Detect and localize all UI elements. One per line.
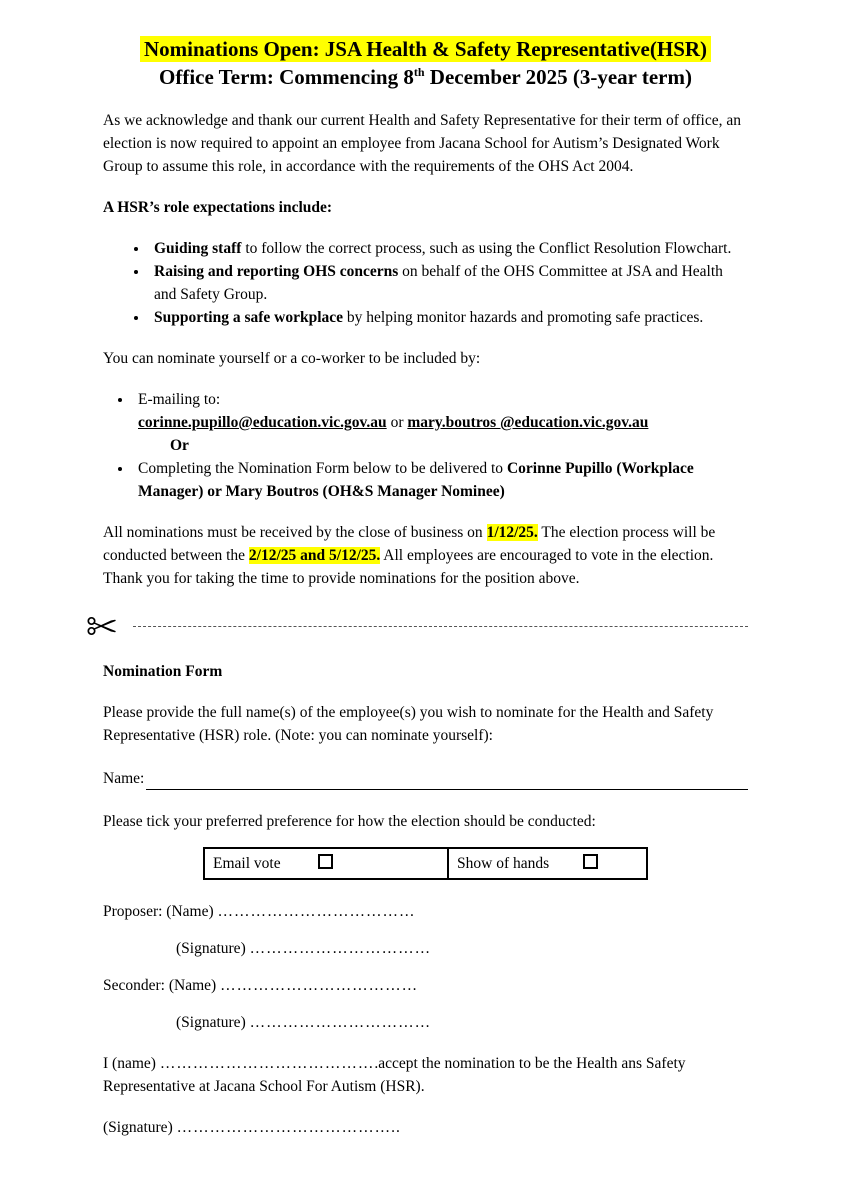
document-title xyxy=(103,36,748,63)
election-date-range: 2/12/25 and 5/12/25. xyxy=(248,547,381,564)
acceptance-statement xyxy=(103,1052,748,1098)
intro-paragraph: As we acknowledge and thank our current Health and Safety Representative for their term of office, an election is now required to appoint an employee from Jacana School for Autism’s Designated Work Group to assume this role, in accordance with the requirements of the OHS Act 2004. xyxy=(103,112,741,175)
role-expectations-list xyxy=(103,237,748,329)
cut-here-divider xyxy=(87,616,748,636)
acceptance-name-field[interactable]: ………………………………… xyxy=(159,1055,375,1072)
subtitle-post: December 2025 (3-year term) xyxy=(424,65,692,89)
nominate-methods-list xyxy=(103,388,748,503)
role-bullet-raising-concerns xyxy=(149,260,748,306)
role-bullet-bold-text: Guiding staff xyxy=(154,240,242,257)
vote-preference-table xyxy=(203,847,648,880)
email-vote-cell xyxy=(204,848,448,879)
email-label: E-mailing to: xyxy=(138,391,221,408)
deadline-paragraph xyxy=(103,521,748,590)
seconder-signature-field[interactable]: …………………………… xyxy=(249,1014,432,1031)
tick-instruction: Please tick your preferred preference for how the election should be conducted: xyxy=(103,813,596,830)
role-bullet-bold-text: Supporting a safe workplace xyxy=(154,309,344,326)
email-vote-label: Email vote xyxy=(213,855,281,872)
form-instructions: Please provide the full name(s) of the employee(s) you wish to nominate for the Health and Safety Representative (HSR) role. (Note: you can nominate yourself): xyxy=(103,704,714,744)
show-of-hands-label: Show of hands xyxy=(457,855,550,872)
seconder-name-row xyxy=(103,974,748,997)
or-label: Or xyxy=(170,437,189,454)
email-method-bullet xyxy=(133,388,748,457)
final-signature-label: (Signature) xyxy=(103,1119,177,1136)
proposer-signature-field[interactable]: …………………………… xyxy=(249,940,432,957)
proposer-signature-label: (Signature) xyxy=(176,940,250,957)
form-method-recipients: Corinne Pupillo (Workplace Manager) or Mary Boutros (OH&S Manager Nominee) xyxy=(138,460,694,500)
role-bullet-rest-text: to follow the correct process, such as using the Conflict Resolution Flowchart. xyxy=(241,240,732,257)
email-or-separator: or xyxy=(386,414,408,431)
subtitle-ordinal: th xyxy=(413,65,425,79)
role-bullet-guiding-staff xyxy=(149,237,748,260)
email-link-mary[interactable]: mary.boutros @education.vic.gov.au xyxy=(407,414,649,431)
show-of-hands-cell xyxy=(448,848,647,879)
title-highlight xyxy=(140,36,711,62)
acceptance-post-text: .accept the nomination to be the Health ans Safety Representative at Jacana School For Autism (HSR). xyxy=(103,1055,686,1095)
title-text: Nominations Open: JSA Health & Safety Representative(HSR) xyxy=(143,37,708,61)
deadline-mid-text: The election process will be conducted between the xyxy=(103,524,716,564)
seconder-name-label: Seconder: (Name) xyxy=(103,977,221,994)
show-of-hands-checkbox[interactable] xyxy=(583,854,598,869)
proposer-name-row xyxy=(103,900,748,923)
seconder-name-field[interactable]: ……………………………… xyxy=(220,977,419,994)
role-bullet-rest-text: by helping monitor hazards and promoting safe practices. xyxy=(343,309,704,326)
deadline-pre-text: All nominations must be received by the close of business on xyxy=(103,524,487,541)
deadline-date-close: 1/12/25. xyxy=(486,524,538,541)
dashed-cut-line xyxy=(133,626,748,627)
seconder-signature-label: (Signature) xyxy=(176,1014,250,1031)
form-method-bullet xyxy=(133,457,748,503)
role-bullet-bold-text: Raising and reporting OHS concerns xyxy=(154,263,399,280)
proposer-name-label: Proposer: (Name) xyxy=(103,903,218,920)
role-bullet-safe-workplace xyxy=(149,306,748,329)
nomination-form-heading: Nomination Form xyxy=(103,663,223,680)
final-signature-row xyxy=(103,1116,748,1139)
subtitle-pre: Office Term: Commencing 8 xyxy=(159,65,414,89)
form-method-pre-text: Completing the Nomination Form below to be delivered to xyxy=(138,460,507,477)
email-link-corinne[interactable]: corinne.pupillo@education.vic.gov.au xyxy=(138,414,387,431)
name-input-line[interactable] xyxy=(146,767,748,790)
final-signature-field[interactable]: ………………………………….. xyxy=(176,1119,401,1136)
name-label: Name: xyxy=(103,770,145,787)
nominate-intro: You can nominate yourself or a co-worker to be included by: xyxy=(103,350,481,367)
role-expectations-heading xyxy=(103,196,748,219)
email-vote-checkbox[interactable] xyxy=(318,854,333,869)
acceptance-pre-text: I (name) xyxy=(103,1055,160,1072)
name-field-row xyxy=(103,767,748,790)
scissors-icon xyxy=(87,616,117,636)
document-subtitle xyxy=(103,63,748,91)
deadline-post-text: All employees are encouraged to vote in the election. Thank you for taking the time to provide nominations for the position above. xyxy=(103,547,714,587)
vote-preference-row xyxy=(204,848,647,879)
seconder-signature-row xyxy=(176,1011,748,1034)
role-expectations-heading-text: A HSR’s role expectations include: xyxy=(103,199,333,216)
role-bullet-rest-text: on behalf of the OHS Committee at JSA and Health and Safety Group. xyxy=(154,263,723,303)
proposer-signature-row xyxy=(176,937,748,960)
proposer-name-field[interactable]: ……………………………… xyxy=(217,903,416,920)
